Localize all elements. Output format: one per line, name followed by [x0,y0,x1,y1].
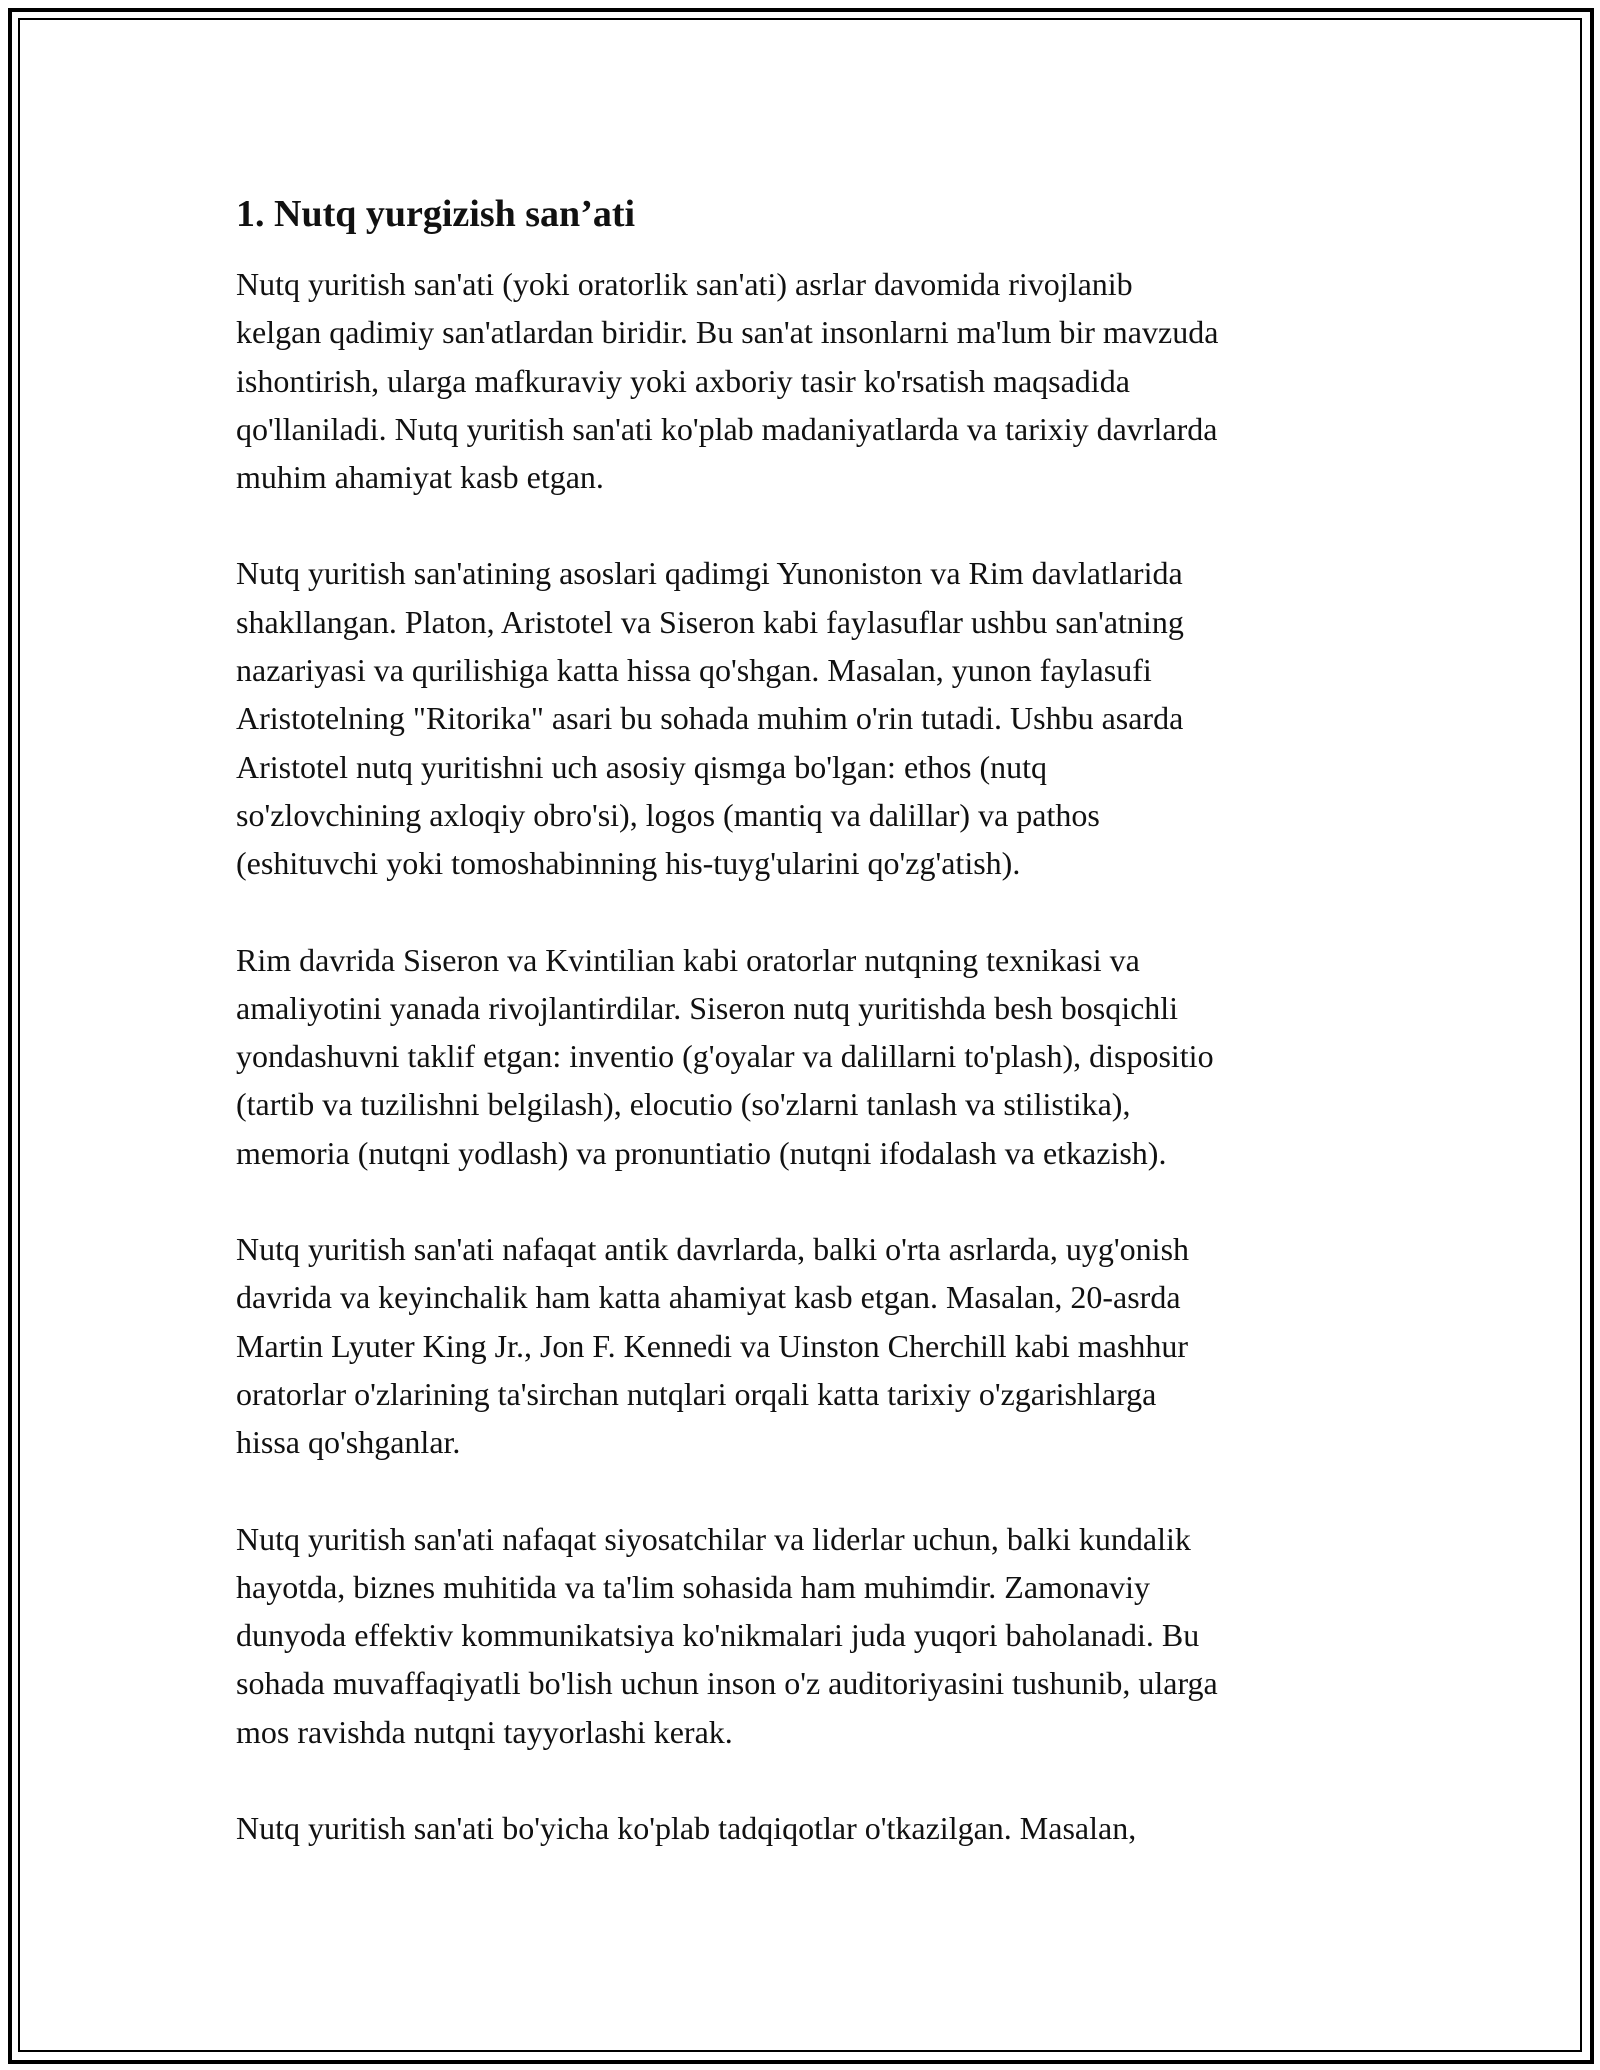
paragraph-line: davrida va keyinchalik ham katta ahamiyat kasb etgan. Masalan, 20-asrda [236,1279,1181,1316]
paragraph-line: memoria (nutqni yodlash) va pronuntiatio (nutqni ifodalash va etkazish). [236,1134,1167,1171]
paragraph-line: nazariyasi va qurilishiga katta hissa qo'shgan. Masalan, yunon faylasufi [236,652,1152,689]
paragraph-5 [236,1515,1396,1756]
section-heading: 1. Nutq yurgizish san’ati [236,193,636,235]
paragraph-line: mos ravishda nutqni tayyorlashi kerak. [236,1713,733,1750]
paragraph-line: shakllangan. Platon, Aristotel va Siseron kabi faylasuflar ushbu san'atning [236,603,1184,640]
paragraph-line: (tartib va tuzilishni belgilash), elocutio (so'zlarni tanlash va stilistika), [236,1086,1131,1123]
paragraph-line: oratorlar o'zlarining ta'sirchan nutqlari orqali katta tarixiy o'zgarishlarga [236,1375,1157,1412]
paragraph-line: dunyoda effektiv kommunikatsiya ko'nikmalari juda yuqori baholanadi. Bu [236,1617,1200,1654]
paragraph-line: Nutq yuritish san'ati (yoki oratorlik san'ati) asrlar davomida rivojlanib [236,266,1133,302]
paragraph-line: Martin Lyuter King Jr., Jon F. Kennedi va Uinston Cherchill kabi mashhur [236,1327,1188,1364]
paragraph-line: amaliyotini yanada rivojlantirdilar. Siseron nutq yuritishda besh bosqichli [236,989,1179,1026]
paragraph-line: kelgan qadimiy san'atlardan biridir. Bu san'at insonlarni ma'lum bir mavzuda [236,314,1219,351]
paragraph-line: (eshituvchi yoki tomoshabinning his-tuyg'ularini qo'zg'atish). [236,845,1021,882]
paragraph-line: qo'llaniladi. Nutq yuritish san'ati ko'plab madaniyatlarda va tarixiy davrlarda [236,410,1218,447]
paragraph-1 [236,260,1396,501]
paragraph-line: muhim ahamiyat kasb etgan. [236,459,604,496]
paragraph-line: hissa qo'shganlar. [236,1424,461,1461]
paragraph-3 [236,936,1396,1177]
paragraph-line: Rim davrida Siseron va Kvintilian kabi oratorlar nutqning texnikasi va [236,941,1140,978]
paragraph-line: Aristotelning "Ritorika" asari bu sohada muhim o'rin tutadi. Ushbu asarda [236,700,1184,737]
paragraph-line: Nutq yuritish san'ati bo'yicha ko'plab tadqiqotlar o'tkazilgan. Masalan, [236,1810,1137,1847]
paragraph-line: yondashuvni taklif etgan: inventio (g'oyalar va dalillarni to'plash), dispositio [236,1038,1214,1075]
paragraph-line: sohada muvaffaqiyatli bo'lish uchun inson o'z auditoriyasini tushunib, ularga [236,1665,1218,1702]
paragraph-4 [236,1225,1396,1466]
paragraph-2 [236,549,1396,887]
paragraph-line: Aristotel nutq yuritishni uch asosiy qismga bo'lgan: ethos (nutq [236,748,1048,785]
paragraph-6 [236,1804,1396,1852]
paragraph-line: Nutq yuritish san'atining asoslari qadimgi Yunoniston va Rim davlatlarida [236,555,1183,592]
paragraph-line: Nutq yuritish san'ati nafaqat antik davrlarda, balki o'rta asrlarda, uyg'onish [236,1231,1190,1268]
paragraph-line: Nutq yuritish san'ati nafaqat siyosatchilar va liderlar uchun, balki kundalik [236,1520,1191,1557]
document-body [236,186,1396,1900]
paragraph-line: hayotda, biznes muhitida va ta'lim sohasida ham muhimdir. Zamonaviy [236,1568,1151,1605]
paragraph-line: so'zlovchining axloqiy obro'si), logos (mantiq va dalillar) va pathos [236,796,1100,833]
paragraph-line: ishontirish, ularga mafkuraviy yoki axboriy tasir ko'rsatish maqsadida [236,362,1130,399]
